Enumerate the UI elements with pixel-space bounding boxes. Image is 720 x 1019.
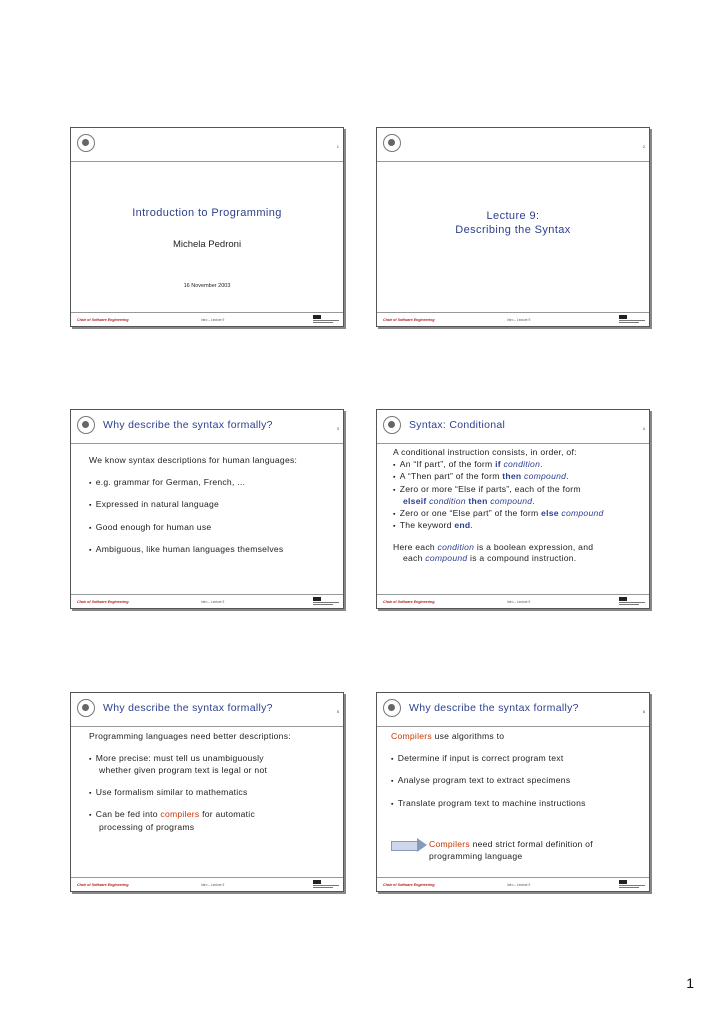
- bullet-else-part: ▪ Zero or one “Else part” of the form else compound: [393, 508, 639, 521]
- intro-text: Programming languages need better descriptions:: [89, 731, 291, 741]
- footer-divider: [377, 594, 649, 595]
- slide-title: Syntax: Conditional: [409, 419, 506, 431]
- slide-body: [89, 455, 333, 557]
- note-line2: each compound is a compound instruction.: [403, 553, 577, 563]
- intro-text: We know syntax descriptions for human languages:: [89, 455, 298, 465]
- slide-number: 5: [336, 709, 339, 714]
- footer-chair: Chair of Software Engineering: [383, 883, 435, 887]
- footer-divider: [377, 877, 649, 878]
- conclusion-line2: programming language: [429, 850, 523, 861]
- chair-logo-icon: [383, 134, 401, 152]
- slide-number: 6: [642, 709, 645, 714]
- bullet-continuation: processing of programs: [99, 821, 195, 832]
- footer-divider: [377, 312, 649, 313]
- header-divider: [71, 726, 343, 727]
- arrow-right-icon: [391, 838, 427, 852]
- bullet-continuation: whether given program text is legal or not: [99, 765, 268, 775]
- intro-text: Compilers use algorithms to: [391, 731, 505, 741]
- footer-lecture: Intro – Lecture 9: [201, 318, 225, 322]
- footer-lecture: Intro – Lecture 9: [507, 883, 531, 887]
- bullet-item: ▪ Good enough for human use: [89, 522, 333, 535]
- slide-body: [391, 731, 639, 810]
- slide-5: [70, 692, 344, 892]
- bullet-item: ▪ Analyse program text to extract specimens: [391, 775, 639, 788]
- header-divider: [377, 726, 649, 727]
- chair-logo-icon: [383, 699, 401, 717]
- footer-chair: Chair of Software Engineering: [77, 883, 129, 887]
- slide-title: Why describe the syntax formally?: [103, 419, 273, 431]
- slide-number: 2: [642, 144, 645, 149]
- slide-3: [70, 409, 344, 609]
- bullet-item: ▪ Translate program text to machine instructions: [391, 798, 639, 811]
- conclusion: [429, 839, 639, 862]
- footer-chair: Chair of Software Engineering: [383, 318, 435, 322]
- intro-text: A conditional instruction consists, in order, of:: [393, 447, 577, 457]
- slide-number: 4: [642, 426, 645, 431]
- footer-divider: [71, 877, 343, 878]
- bullet-item: ▪ More precise: must tell us unambiguously: [89, 753, 333, 766]
- slide-title: Why describe the syntax formally?: [103, 702, 273, 714]
- slide-title: Introduction to Programming: [132, 207, 282, 219]
- chair-logo-icon: [77, 416, 95, 434]
- bullet-if-part: ▪ An “If part”, of the form if condition.: [393, 459, 639, 472]
- slide-6: [376, 692, 650, 892]
- footer-chair: Chair of Software Engineering: [77, 318, 129, 322]
- header-divider: [71, 443, 343, 444]
- bullet-item: ▪ Expressed in natural language: [89, 499, 333, 512]
- eth-logo-icon: [619, 315, 645, 323]
- eth-logo-icon: [619, 880, 645, 888]
- footer-lecture: Intro – Lecture 9: [507, 318, 531, 322]
- bullet-elseif-part: ▪ Zero or more “Else if parts”, each of the form: [393, 484, 639, 497]
- author: Michela Pedroni: [172, 239, 242, 250]
- slide-4: [376, 409, 650, 609]
- note-line1: Here each condition is a boolean expression, and: [393, 541, 594, 552]
- eth-logo-icon: [313, 315, 339, 323]
- bullet-item: ▪ e.g. grammar for German, French, ...: [89, 477, 333, 490]
- header-divider: [71, 161, 343, 162]
- slide-title: Why describe the syntax formally?: [409, 702, 579, 714]
- bullet-item: ▪ Use formalism similar to mathematics: [89, 787, 333, 800]
- bullet-end-keyword: ▪ The keyword end.: [393, 520, 639, 533]
- page-number: 1: [686, 975, 694, 991]
- eth-logo-icon: [313, 597, 339, 605]
- header-divider: [377, 443, 649, 444]
- slide-2: [376, 127, 650, 327]
- chair-logo-icon: [383, 416, 401, 434]
- bullet-item: ▪ Can be fed into compilers for automatic: [89, 809, 333, 822]
- chair-logo-icon: [77, 699, 95, 717]
- date: 16 November 2003: [183, 283, 231, 289]
- eth-logo-icon: [619, 597, 645, 605]
- footer-chair: Chair of Software Engineering: [383, 600, 435, 604]
- bullet-item: ▪ Ambiguous, like human languages themselves: [89, 544, 333, 557]
- slide-title-line1: Lecture 9:: [486, 210, 540, 222]
- slide-body: [393, 447, 639, 565]
- header-divider: [377, 161, 649, 162]
- slide-1: [70, 127, 344, 327]
- footer-divider: [71, 312, 343, 313]
- slide-number: 1: [336, 144, 339, 149]
- footer-lecture: Intro – Lecture 9: [201, 600, 225, 604]
- slide-title-line2: Describing the Syntax: [455, 224, 571, 236]
- conclusion-line1: Compilers need strict formal definition of: [429, 839, 593, 849]
- footer-chair: Chair of Software Engineering: [77, 600, 129, 604]
- chair-logo-icon: [77, 134, 95, 152]
- footer-lecture: Intro – Lecture 9: [507, 600, 531, 604]
- bullet-item: ▪ Determine if input is correct program text: [391, 753, 639, 766]
- eth-logo-icon: [313, 880, 339, 888]
- bullet-elseif-form: elseif condition then compound.: [403, 496, 535, 506]
- bullet-then-part: ▪ A “Then part” of the form then compound.: [393, 471, 639, 484]
- slide-body: [89, 731, 333, 833]
- slide-number: 3: [336, 426, 339, 431]
- footer-lecture: Intro – Lecture 9: [201, 883, 225, 887]
- footer-divider: [71, 594, 343, 595]
